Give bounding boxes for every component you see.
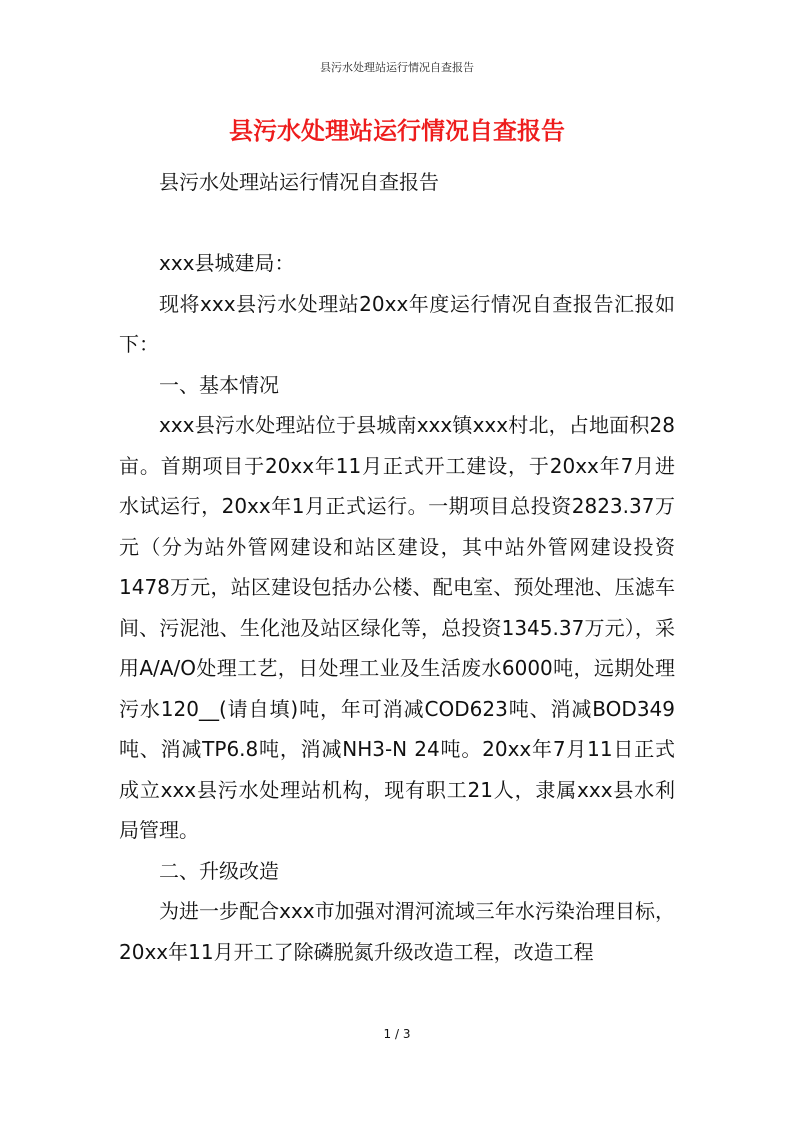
document-title: 县污水处理站运行情况自查报告 (229, 117, 565, 145)
running-header: 县污水处理站运行情况自查报告 (320, 61, 474, 74)
document-body (119, 162, 675, 972)
section-heading-basic-info: 一、基本情况 (159, 372, 279, 397)
basic-info-paragraph: xxx县污水处理站位于县城南xxx镇xxx村北，占地面积28亩。首期项目于20xx年11月正式开工建设，于20xx年7月进水试运行，20xx年1月正式运行。一期项目总投资2823.37万元（分为站外管网建设和站区建设，其中站外管网建设投资1478万元，站区建设包括办公楼、配电室、预处理池、压滤车间、污泥池、生化池及站区绿化等，总投资1345.37万元），采用A/A/O处理工艺，日处理工业及生活废水6000吨，远期处理污水120__(请自填)吨，年可消减COD623吨、消减BOD349吨、消减TP6.8吨，消减NH3-N 24吨。20xx年7月11日正式成立xxx县污水处理站机构，现有职工21人，隶属xxx县水利局管理。 (119, 413, 675, 842)
section-heading-upgrade: 二、升级改造 (159, 858, 279, 883)
blank-line (119, 203, 675, 244)
salutation-paragraph: xxx县城建局： (159, 251, 295, 275)
intro-paragraph: 现将xxx县污水处理站20xx年度运行情况自查报告汇报如下： (119, 291, 675, 356)
upgrade-paragraph: 为进一步配合xxx市加强对渭河流域三年水污染治理目标，20xx年11月开工了除磷脱氮升级改造工程，改造工程 (119, 899, 675, 964)
subtitle-paragraph: 县污水处理站运行情况自查报告 (159, 170, 439, 194)
page-number: 1 / 3 (383, 1027, 411, 1041)
